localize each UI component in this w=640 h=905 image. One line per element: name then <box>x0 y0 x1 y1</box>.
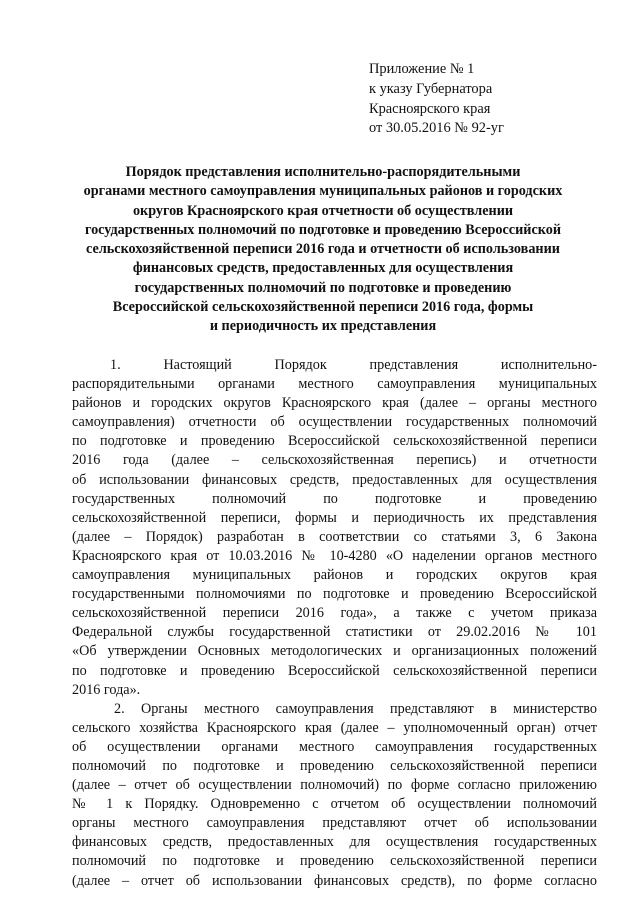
paragraph-line: финансовых средств, предоставленных для осуществления государственных <box>72 834 597 851</box>
paragraph-line: 1. Настоящий Порядок представления исполнительно- <box>110 357 597 373</box>
paragraph-line: об осуществлении органами местного самоуправления государственных <box>72 738 597 755</box>
title-line: Порядок представления исполнительно-распорядительными <box>125 164 521 180</box>
paragraph-line: государственных полномочий по подготовке и проведению <box>72 490 597 507</box>
paragraph-line: государственными полномочиями по подготовке и проведению Всероссийской <box>72 586 597 603</box>
title-line: финансовых средств, предоставленных для осуществления <box>132 260 514 277</box>
paragraph-line: полномочий по подготовке и проведению сельскохозяйственной переписи <box>72 853 597 870</box>
paragraph-line: 2016 года (далее – сельскохозяйственная перепись) и отчетности <box>72 452 597 469</box>
paragraph-line: органы местного самоуправления представляют отчет об использовании <box>72 815 597 832</box>
paragraph-line: полномочий по подготовке и проведению сельскохозяйственной переписи <box>72 757 597 774</box>
paragraph-line: Федеральной службы государственной статистики от 29.02.2016 № 101 <box>72 624 597 641</box>
paragraph-line: «Об утверждении Основных методологических и организационных положений <box>72 643 597 660</box>
appendix-date: от 30.05.2016 № 92-уг <box>369 120 504 137</box>
paragraph-line: сельскохозяйственной переписи 2016 года», а также с учетом приказа <box>72 605 597 622</box>
paragraph-line: самоуправления) отчетности об осуществлении государственных полномочий <box>72 414 597 431</box>
appendix-region: Красноярского края <box>369 100 491 117</box>
title-line: государственных полномочий по подготовке и проведению Всероссийской <box>85 221 561 238</box>
paragraph-line: распорядительными органами местного самоуправления муниципальных <box>72 376 597 393</box>
title-line: округов Красноярского края отчетности об осуществлении <box>132 202 514 219</box>
title-line: и периодичность их представления <box>209 318 437 335</box>
paragraph-line: сельского хозяйства Красноярского края (далее – уполномоченный орган) отчет <box>72 719 597 736</box>
title-line: Всероссийской сельскохозяйственной переписи 2016 года, формы <box>112 299 534 316</box>
paragraph-line: (далее – Порядок) разработан в соответствии со статьями 3, 6 Закона <box>72 528 597 545</box>
paragraph-line: 2. Органы местного самоуправления представляют в министерство <box>114 700 597 717</box>
title-line: государственных полномочий по подготовке и проведению <box>134 279 512 296</box>
appendix-number: Приложение № 1 <box>369 61 475 77</box>
paragraph-line: 2016 года». <box>72 681 141 698</box>
paragraph-line: № 1 к Порядку. Одновременно с отчетом об осуществлении полномочий <box>72 796 597 813</box>
paragraph-line: по подготовке и проведению Всероссийской сельскохозяйственной переписи <box>72 433 597 450</box>
paragraph-line: Красноярского края от 10.03.2016 № 10-4280 «О наделении органов местного <box>72 547 597 564</box>
document-body <box>72 356 597 891</box>
paragraph-line: об использовании финансовых средств, предоставленных для осуществления <box>72 471 597 488</box>
title-line: органами местного самоуправления муниципальных районов и городских <box>83 183 563 200</box>
appendix-header <box>369 60 609 139</box>
title-line: сельскохозяйственной переписи 2016 года и отчетности об использовании <box>86 241 560 258</box>
appendix-decree-ref: к указу Губернатора <box>369 80 493 97</box>
paragraph-line: районов и городских округов Красноярского края (далее – органы местного <box>72 395 597 412</box>
paragraph-line: (далее – отчет об осуществлении полномочий) по форме согласно приложению <box>72 777 597 794</box>
paragraph-line: сельскохозяйственной переписи, формы и периодичность их представления <box>72 509 597 526</box>
paragraph-line: самоуправления муниципальных районов и городских округов края <box>72 567 597 584</box>
document-title <box>68 163 578 337</box>
paragraph-2 <box>72 700 597 891</box>
paragraph-1 <box>72 356 597 700</box>
paragraph-line: (далее – отчет об использовании финансовых средств), по форме согласно <box>72 872 597 889</box>
paragraph-line: по подготовке и проведению Всероссийской сельскохозяйственной переписи <box>72 662 597 679</box>
